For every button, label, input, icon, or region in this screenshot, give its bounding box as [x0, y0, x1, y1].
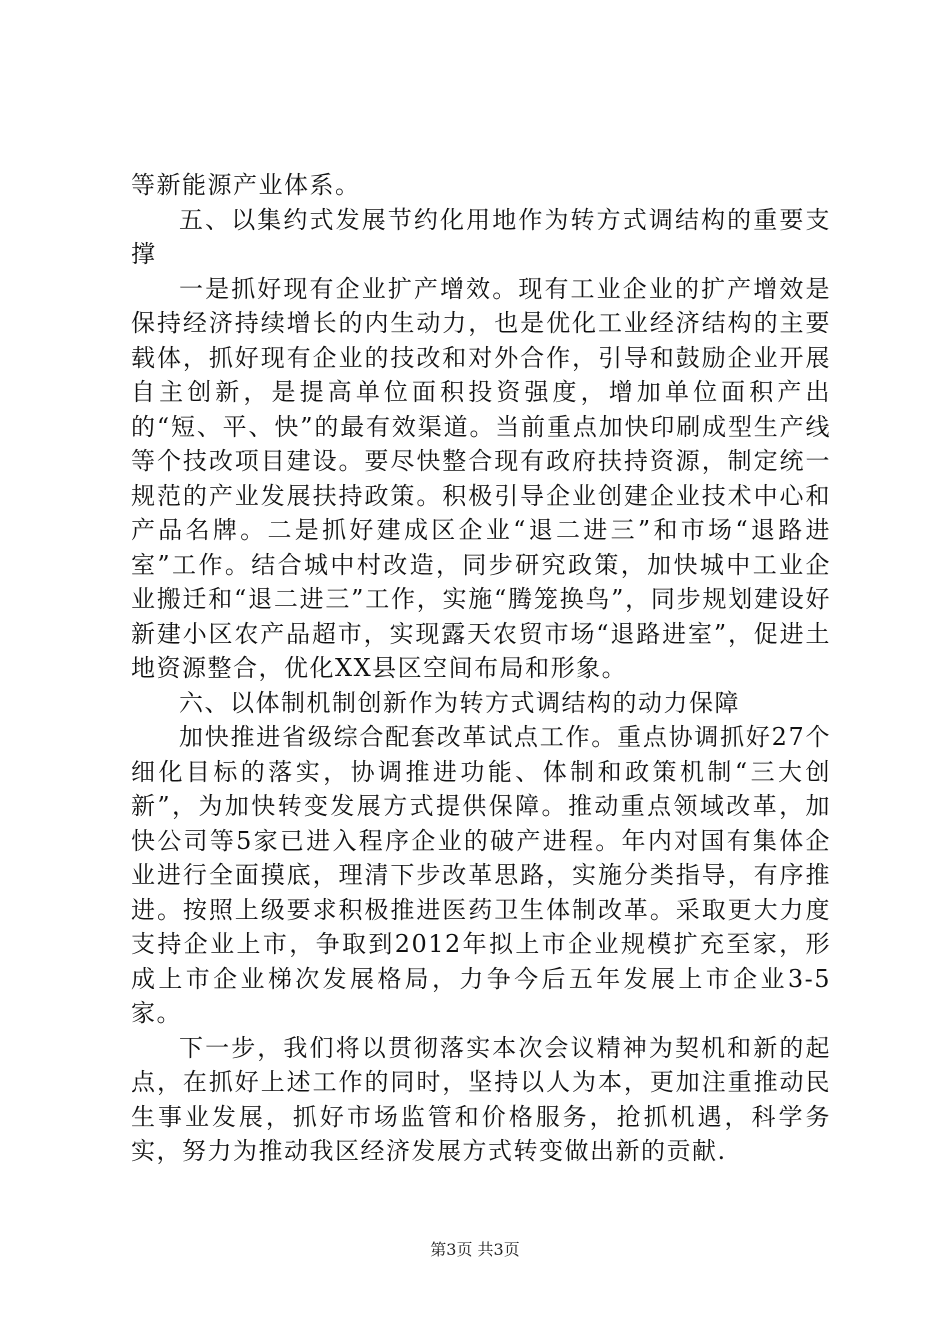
paragraph-section-six-body: 加快推进省级综合配套改革试点工作。重点协调抓好27个细化目标的落实，协调推进功能、体制和政策机制“三大创新”，为加快转变发展方式提供保障。推动重点领域改革，加快公司等5家已进入程序企业的破产进程。年内对国有集体企业进行全面摸底，理清下步改革思路，实施分类指导，有序推进。按照上级要求积极推进医药卫生体制改革。采取更大力度支持企业上市，争取到2012年拟上市企业规模扩充至家，形成上市企业梯次发展格局，力争今后五年发展上市企业3-5家。: [131, 723, 831, 1027]
page-number-label: 第3页 共3页: [430, 1240, 520, 1259]
section-heading-six: 六、以体制机制创新作为转方式调结构的动力保障: [179, 688, 740, 717]
paragraph-section-five-body: 一是抓好现有企业扩产增效。现有工业企业的扩产增效是保持经济持续增长的内生动力，也是优化工业经济结构的主要载体，抓好现有企业的技改和对外合作，引导和鼓励企业开展自主创新，是提高单位面积投资强度，增加单位面积产出的“短、平、快”的最有效渠道。当前重点加快印刷成型生产线等个技改项目建设。要尽快整合现有政府扶持资源，制定统一规范的产业发展扶持政策。积极引导企业创建企业技术中心和产品名牌。二是抓好建成区企业“退二进三”和市场“退路进室”工作。结合城中村改造，同步研究政策，加快城中工业企业搬迁和“退二进三”工作，实施“腾笼换鸟”，同步规划建设好新建小区农产品超市，实现露天农贸市场“退路进室”，促进土地资源整合，优化XX县区空间布局和形象。: [131, 274, 831, 682]
paragraph-conclusion: 下一步，我们将以贯彻落实本次会议精神为契机和新的起点，在抓好上述工作的同时，坚持以人为本，更加注重推动民生事业发展，抓好市场监管和价格服务，抢抓机遇，科学务实，努力为推动我区经济发展方式转变做出新的贡献.: [131, 1033, 831, 1165]
paragraph-continuation: 等新能源产业体系。: [131, 171, 361, 199]
section-heading-five: 五、以集约式发展节约化用地作为转方式调结构的重要支撑: [131, 205, 831, 268]
document-body: [131, 168, 831, 1169]
page-footer: [0, 1240, 950, 1260]
